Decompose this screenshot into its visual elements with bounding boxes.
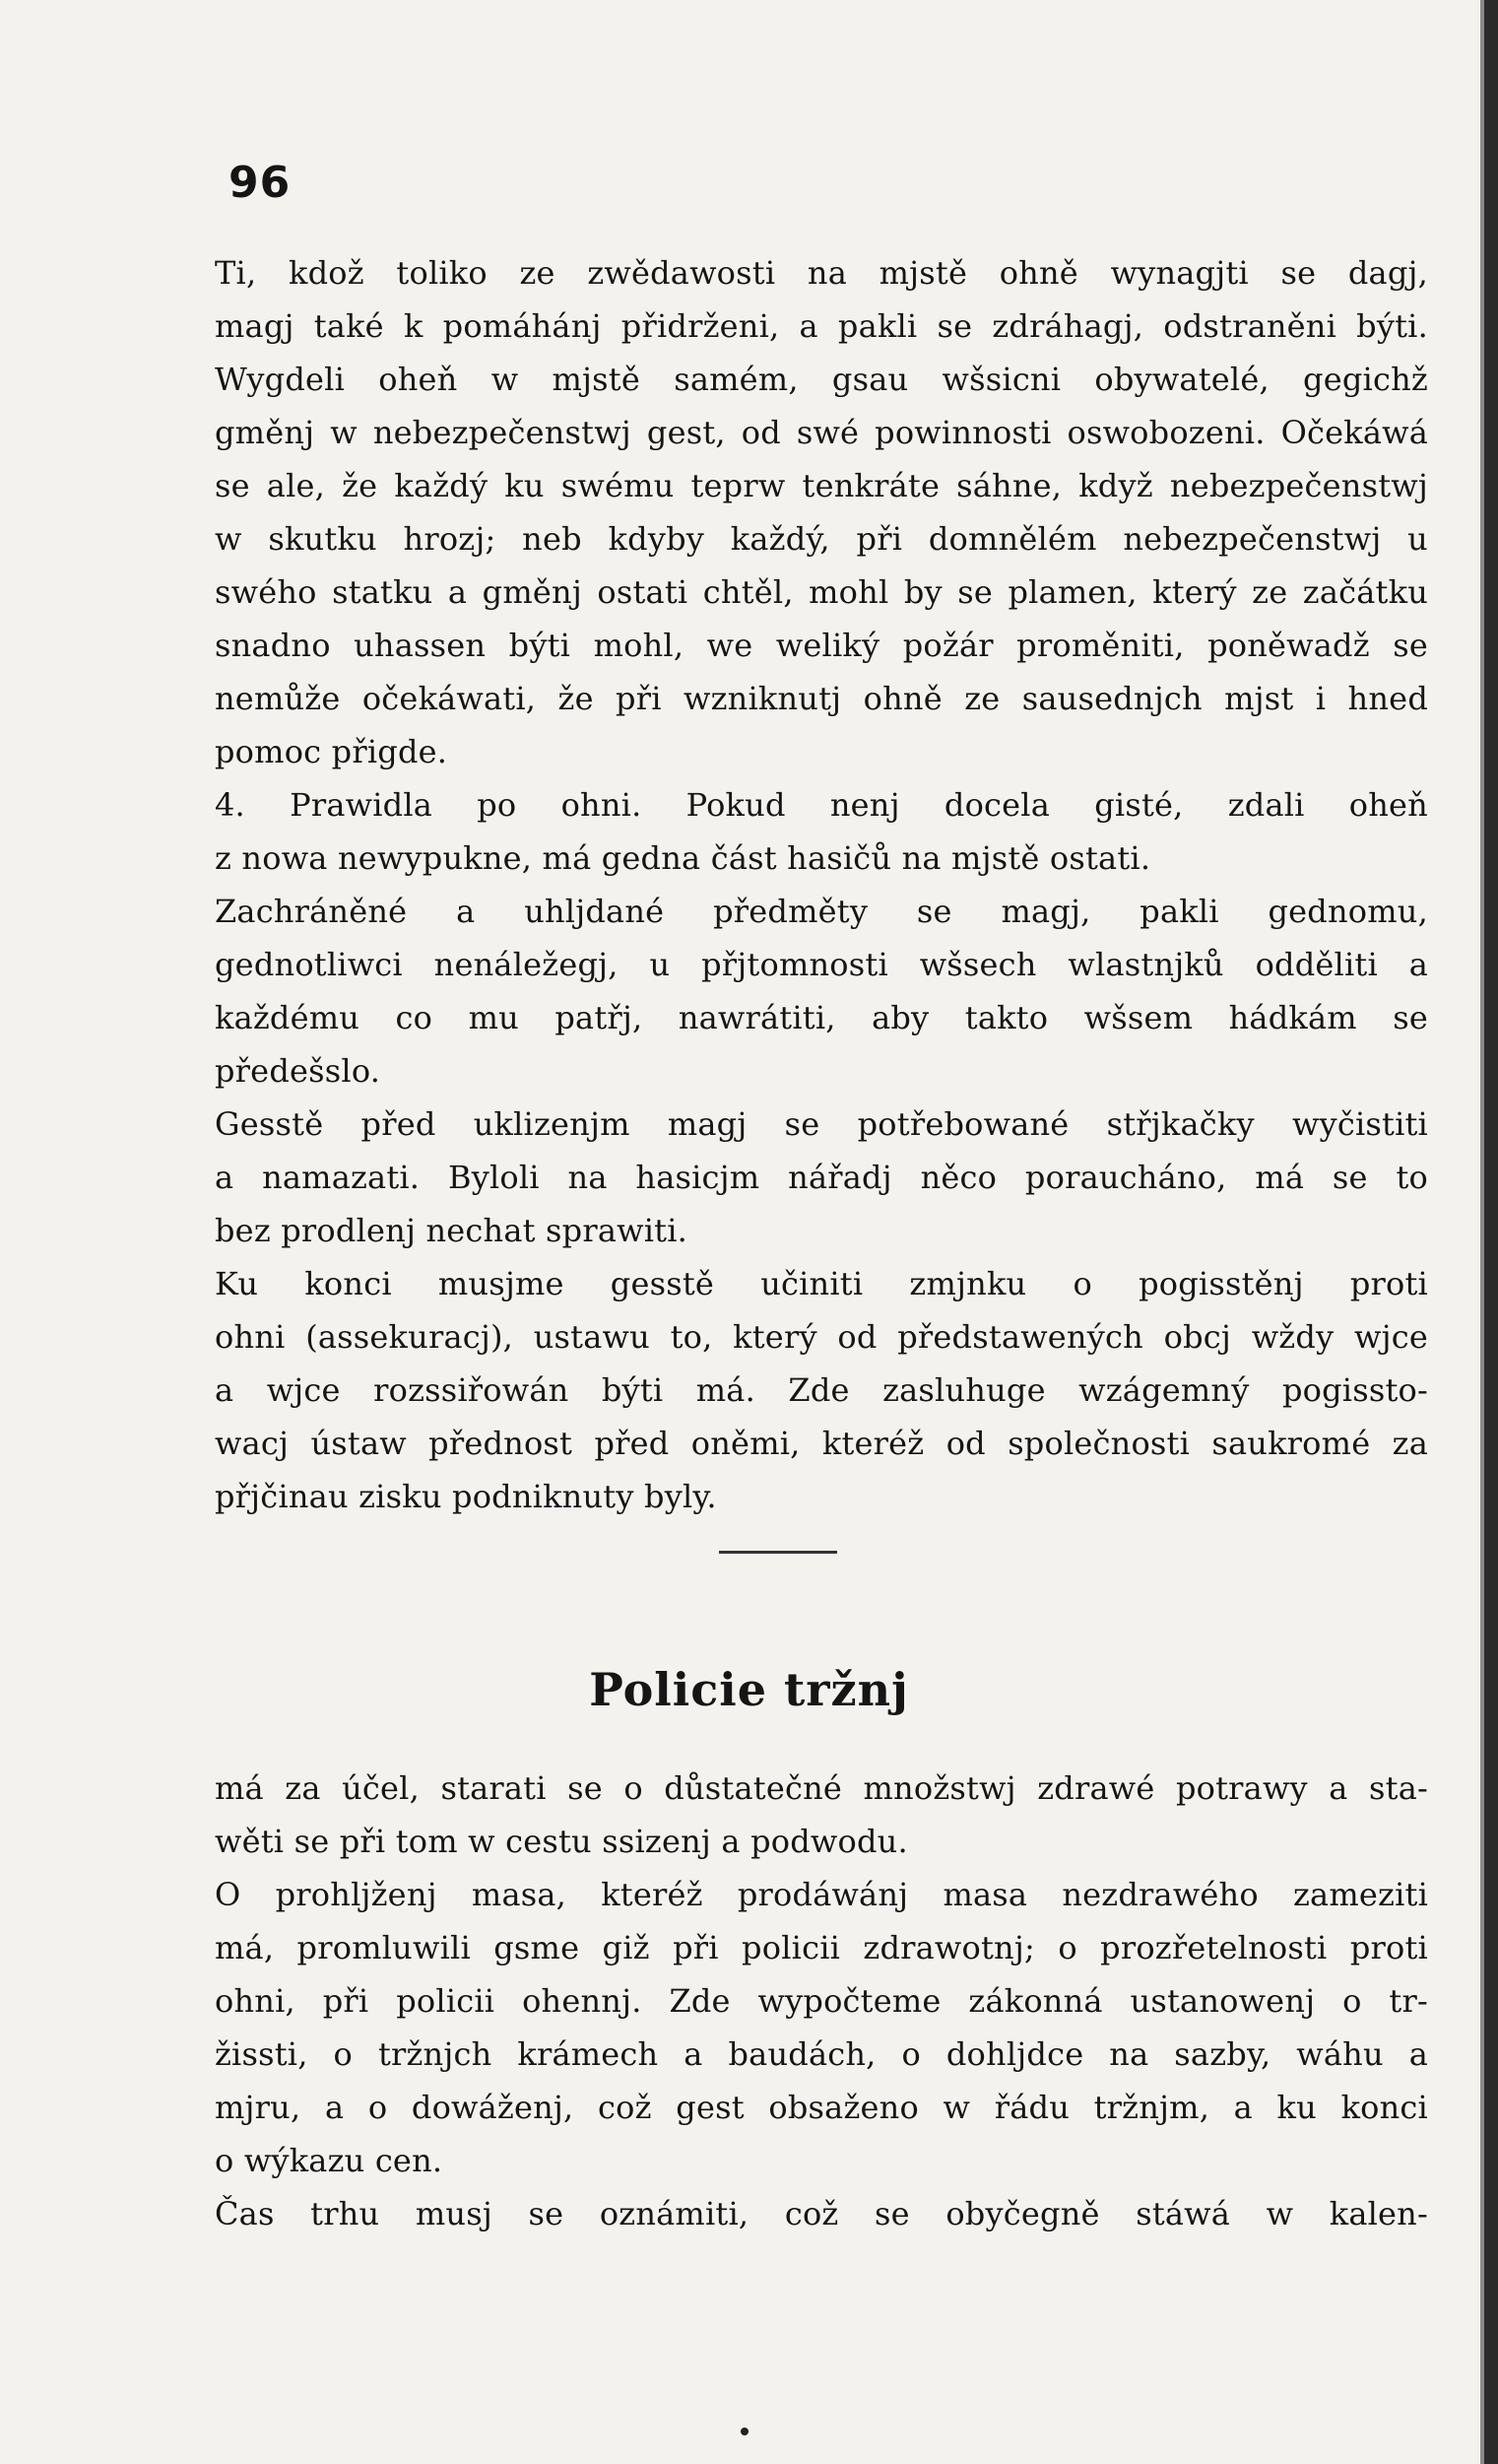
text-line: má, promluwili gsme giž při policii zdrawotnj; o prozřetelnosti proti <box>215 1929 1428 1966</box>
text-line: ohni, při policii ohennj. Zde wypočteme zákonná ustanowenj o tr- <box>215 1982 1428 2020</box>
scan-border <box>1484 0 1498 2464</box>
text-block-top <box>215 246 1428 1523</box>
text-line: w skutku hrozj; neb kdyby každý, při domnělém nebezpečenstwj u <box>215 520 1428 558</box>
text-line: magj také k pomáhánj přidrženi, a pakli se zdráhagj, odstraněni býti. <box>215 307 1428 345</box>
text-line: předešslo. <box>215 1052 381 1090</box>
text-line: wěti se při tom w cestu ssizenj a podwodu. <box>215 1823 908 1860</box>
text-line: přjčinau zisku podniknuty byly. <box>215 1478 717 1515</box>
text-block-bottom <box>215 1762 1428 2240</box>
text-line: a wjce rozssiřowán býti má. Zde zasluhuge wzágemný pogissto- <box>215 1371 1428 1409</box>
text-line: O prohljženj masa, kteréž prodáwánj masa nezdrawého zameziti <box>215 1876 1428 1913</box>
text-line: žissti, o tržnjch krámech a baudách, o dohljdce na sazby, wáhu a <box>215 2035 1428 2073</box>
text-line: pomoc přigde. <box>215 733 448 770</box>
text-line: gměnj w nebezpečenstwj gest, od swé powinnosti oswobozeni. Očekáwá <box>215 414 1428 451</box>
text-line: bez prodlenj nechat sprawiti. <box>215 1212 688 1249</box>
text-line: o wýkazu cen. <box>215 2142 443 2179</box>
section-title: Policie tržnj <box>589 1663 909 1716</box>
text-line: Ti, kdož toliko ze zwědawosti na mjstě ohně wynagjti se dagj, <box>215 254 1428 292</box>
page-number: 96 <box>228 158 292 208</box>
text-line: má za účel, starati se o důstatečné množstwj zdrawé potrawy a sta- <box>215 1769 1428 1807</box>
text-line: Wygdeli oheň w mjstě samém, gsau wšsicni obywatelé, gegichž <box>215 361 1428 398</box>
text-line: Gesstě před uklizenjm magj se potřebowané střjkačky wyčistiti <box>215 1105 1428 1143</box>
text-line: mjru, a o dowáženj, což gest obsaženo w řádu tržnjm, a ku konci <box>215 2089 1428 2126</box>
text-line: Zachráněné a uhljdané předměty se magj, pakli gednomu, <box>215 893 1428 930</box>
ink-dot <box>741 2428 749 2435</box>
text-line: nemůže očekáwati, že při wzniknutj ohně ze sausednjch mjst i hned <box>215 680 1428 717</box>
text-line: z nowa newypukne, má gedna část hasičů na mjstě ostati. <box>215 839 1151 877</box>
section-divider <box>719 1551 837 1554</box>
text-line: a namazati. Byloli na hasicjm nářadj něco porauchánо, má se to <box>215 1159 1428 1196</box>
text-line: swého statku a gměnj ostati chtěl, mohl by se plamen, který ze začátku <box>215 573 1428 611</box>
text-line: gednotliwci nenáležegj, u přjtomnosti wšsech wlastnjků odděliti a <box>215 946 1428 983</box>
text-line: 4. Prawidla po ohni. Pokud nenj docela gisté, zdali oheň <box>215 786 1428 824</box>
text-line: se ale, že každý ku swému teprw tenkráte sáhne, když nebezpečenstwj <box>215 467 1428 504</box>
text-line: snadno uhassen býti mohl, we weliký požár proměniti, poněwadž se <box>215 627 1428 664</box>
text-line: Čas trhu musj se oznámiti, což se obyčegně stáwá w kalen- <box>215 2195 1428 2232</box>
text-line: Ku konci musjme gesstě učiniti zmjnku o pogisstěnj proti <box>215 1265 1428 1302</box>
text-line: wacj ústaw přednost před oněmi, kteréž od společnosti saukromé za <box>215 1425 1428 1462</box>
text-line: každému co mu patřj, nawrátiti, aby takto wšsem hádkám se <box>215 999 1428 1036</box>
text-line: ohni (assekuracj), ustawu to, který od předstawených obcj wždy wjce <box>215 1318 1428 1356</box>
